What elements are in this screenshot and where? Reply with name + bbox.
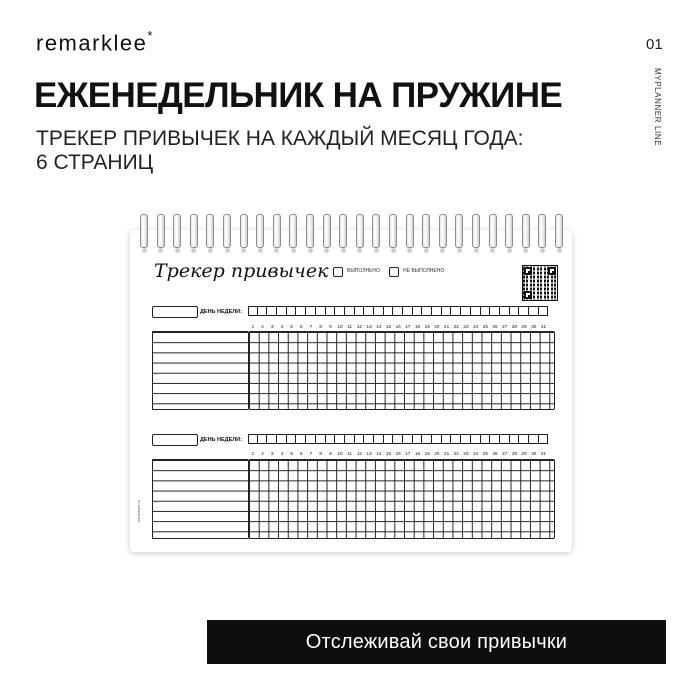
spiral-ring (173, 214, 181, 248)
day-number: 25 (482, 451, 488, 456)
weekday-cell[interactable] (374, 306, 384, 316)
weekday-cell[interactable] (451, 434, 461, 444)
weekday-cell[interactable] (519, 434, 529, 444)
day-number: 6 (300, 324, 303, 329)
day-number: 12 (356, 324, 362, 329)
day-number: 28 (511, 451, 517, 456)
weekday-cell[interactable] (355, 306, 365, 316)
qr-code-icon (522, 265, 558, 301)
day-number: 15 (385, 451, 392, 456)
spiral-ring (422, 214, 430, 248)
binding-hole (374, 248, 379, 253)
day-number: 7 (309, 324, 313, 329)
weekday-cell[interactable] (345, 434, 355, 444)
spiral-ring (555, 214, 563, 248)
spiral-ring (256, 214, 264, 248)
binding-hole (391, 248, 396, 253)
weekday-cell[interactable] (539, 306, 549, 316)
spiral-ring (140, 214, 148, 248)
legend-not-done-label: НЕ ВЫПОЛНЕНО (403, 268, 445, 274)
binding-hole (474, 248, 479, 253)
binding-hole (191, 248, 196, 253)
binding-hole (424, 248, 429, 253)
weekday-cell[interactable] (393, 434, 403, 444)
spiral-ring (472, 214, 480, 248)
day-number: 6 (300, 451, 303, 456)
day-number: 29 (521, 324, 527, 329)
weekday-cell[interactable] (296, 434, 306, 444)
vertical-note: remarklee.ru (136, 500, 141, 523)
day-number: 23 (463, 324, 469, 329)
weekday-cell[interactable] (422, 306, 432, 316)
day-number: 10 (337, 324, 343, 329)
weekday-cell[interactable] (248, 434, 258, 444)
weekday-cell[interactable] (296, 306, 306, 316)
weekday-cell[interactable] (510, 434, 520, 444)
weekday-cell[interactable] (471, 434, 481, 444)
day-number: 8 (319, 324, 322, 329)
weekday-cell[interactable] (413, 434, 423, 444)
weekday-label-1: ДЕНЬ НЕДЕЛИ: (200, 309, 242, 315)
legend-done-label: ВЫПОЛНЕНО (347, 268, 380, 274)
day-number: 15 (385, 324, 392, 329)
binding-hole (274, 248, 279, 253)
weekday-cell[interactable] (481, 306, 491, 316)
day-number: 17 (405, 324, 411, 329)
subline-line-1: ТРЕКЕР ПРИВЫЧЕК НА КАЖДЫЙ МЕСЯЦ ГОДА: (36, 127, 524, 150)
day-number: 9 (329, 324, 332, 329)
spiral-ring (406, 214, 414, 248)
day-number: 31 (540, 451, 547, 456)
weekday-cell[interactable] (471, 306, 481, 316)
weekday-cell[interactable] (326, 306, 336, 316)
day-number: 1 (251, 451, 255, 456)
weekday-cell[interactable] (364, 306, 374, 316)
weekday-cell[interactable] (490, 434, 500, 444)
day-number: 12 (356, 451, 362, 456)
spiral-ring (489, 214, 497, 248)
binding-hole (175, 248, 180, 253)
spiral-ring (223, 214, 231, 248)
binding-hole (557, 248, 562, 253)
day-number: 2 (261, 324, 264, 329)
spiral-binding (130, 214, 572, 254)
day-numbers-1 (248, 324, 548, 329)
binding-hole (258, 248, 263, 253)
day-number: 14 (376, 451, 382, 456)
weekday-cell[interactable] (519, 306, 529, 316)
month-field-2[interactable] (152, 434, 198, 446)
spiral-ring (356, 214, 364, 248)
weekday-cell[interactable] (316, 306, 326, 316)
weekday-cell[interactable] (413, 306, 423, 316)
day-number: 22 (453, 324, 459, 329)
brand-logo: remarklee* (36, 28, 154, 56)
day-number: 13 (366, 451, 372, 456)
weekday-cell[interactable] (461, 434, 471, 444)
day-number: 19 (424, 324, 430, 329)
day-number: 21 (444, 451, 450, 456)
binding-hole (407, 248, 412, 253)
binding-hole (142, 248, 147, 253)
day-number: 24 (473, 324, 479, 329)
weekday-cell[interactable] (355, 434, 365, 444)
day-number: 5 (290, 451, 293, 456)
spiral-ring (323, 214, 331, 248)
spiral-ring (289, 214, 297, 248)
day-number: 27 (502, 451, 508, 456)
day-number: 8 (319, 451, 322, 456)
spiral-ring (505, 214, 513, 248)
day-number: 20 (434, 451, 440, 456)
day-number: 9 (329, 451, 332, 456)
weekday-cell[interactable] (490, 306, 500, 316)
weekday-cell[interactable] (248, 306, 258, 316)
day-number: 29 (521, 451, 527, 456)
day-number: 14 (376, 324, 382, 329)
spiral-ring (339, 214, 347, 248)
weekday-cell[interactable] (403, 434, 413, 444)
weekday-cell[interactable] (374, 434, 384, 444)
weekday-cell[interactable] (432, 434, 442, 444)
day-number: 5 (290, 324, 293, 329)
weekday-cell[interactable] (510, 306, 520, 316)
day-number: 10 (337, 451, 343, 456)
month-field-1[interactable] (152, 306, 198, 318)
day-number: 28 (511, 324, 517, 329)
day-number: 30 (531, 324, 537, 329)
day-number: 19 (424, 451, 430, 456)
weekday-cell[interactable] (287, 434, 297, 444)
weekday-cell[interactable] (345, 306, 355, 316)
habit-names-2[interactable] (152, 459, 248, 539)
day-number: 18 (414, 451, 421, 456)
spiral-ring (206, 214, 214, 248)
day-number: 4 (280, 324, 284, 329)
day-number: 30 (531, 451, 537, 456)
weekday-cell[interactable] (258, 434, 268, 444)
weekday-cell[interactable] (403, 306, 413, 316)
habit-names-1[interactable] (152, 331, 248, 410)
day-number: 26 (492, 451, 498, 456)
weekday-cell[interactable] (316, 434, 326, 444)
spiral-ring (522, 214, 530, 248)
weekday-cell[interactable] (451, 306, 461, 316)
day-number: 16 (395, 451, 401, 456)
weekday-cell[interactable] (500, 434, 510, 444)
day-number: 3 (270, 451, 274, 456)
day-number: 2 (261, 451, 264, 456)
binding-hole (357, 248, 362, 253)
weekday-cell[interactable] (277, 306, 287, 316)
spiral-ring (157, 214, 165, 248)
weekday-cell[interactable] (481, 434, 491, 444)
day-number: 31 (540, 324, 547, 329)
spiral-ring (389, 214, 397, 248)
weekday-cell[interactable] (422, 434, 432, 444)
weekday-cell[interactable] (306, 306, 316, 316)
day-number: 7 (309, 451, 313, 456)
day-number: 11 (347, 451, 353, 456)
subline-line-2: 6 СТРАНИЦ (36, 151, 154, 174)
habit-grid-2[interactable] (248, 459, 555, 539)
weekday-cells-2 (248, 434, 548, 444)
day-number: 25 (482, 324, 488, 329)
binding-hole (158, 248, 163, 253)
weekday-cell[interactable] (384, 306, 394, 316)
weekday-cell[interactable] (529, 434, 539, 444)
binding-hole (324, 248, 329, 253)
spiral-ring (439, 214, 447, 248)
day-number: 13 (366, 324, 372, 329)
binding-hole (241, 248, 246, 253)
weekday-cell[interactable] (306, 434, 316, 444)
binding-hole (490, 248, 495, 253)
tracker-title: Трекер привычек (154, 260, 329, 282)
day-number: 4 (280, 451, 284, 456)
spiral-ring (240, 214, 248, 248)
day-number: 22 (453, 451, 459, 456)
weekday-cell[interactable] (529, 306, 539, 316)
binding-hole (457, 248, 462, 253)
weekday-label-2: ДЕНЬ НЕДЕЛИ: (200, 437, 242, 443)
day-number: 1 (251, 324, 255, 329)
day-number: 17 (405, 451, 411, 456)
weekday-cells-1 (248, 306, 548, 316)
weekday-cell[interactable] (267, 306, 277, 316)
day-number: 26 (492, 324, 498, 329)
binding-hole (507, 248, 512, 253)
day-number: 21 (444, 324, 450, 329)
page-number: 01 (646, 36, 663, 53)
spiral-ring (273, 214, 281, 248)
day-number: 27 (502, 324, 508, 329)
weekday-cell[interactable] (277, 434, 287, 444)
binding-hole (341, 248, 346, 253)
spiral-ring (538, 214, 546, 248)
weekday-cell[interactable] (267, 434, 277, 444)
weekday-cell[interactable] (432, 306, 442, 316)
day-number: 18 (414, 324, 421, 329)
weekday-cell[interactable] (326, 434, 336, 444)
binding-hole (225, 248, 230, 253)
binding-hole (440, 248, 445, 253)
weekday-cell[interactable] (393, 306, 403, 316)
weekday-cell[interactable] (364, 434, 374, 444)
binding-hole (540, 248, 545, 253)
day-number: 23 (463, 451, 469, 456)
spiral-ring (306, 214, 314, 248)
day-number: 24 (473, 451, 479, 456)
side-label: MYPLANNER LINE (653, 68, 662, 147)
weekday-cell[interactable] (442, 306, 452, 316)
headline: ЕЖЕНЕДЕЛЬНИК НА ПРУЖИНЕ (34, 76, 563, 115)
day-number: 3 (270, 324, 274, 329)
weekday-cell[interactable] (500, 306, 510, 316)
weekday-cell[interactable] (461, 306, 471, 316)
weekday-cell[interactable] (335, 306, 345, 316)
weekday-cell[interactable] (258, 306, 268, 316)
day-numbers-2 (248, 451, 548, 456)
binding-hole (308, 248, 313, 253)
weekday-cell[interactable] (539, 434, 549, 444)
day-number: 11 (347, 324, 353, 329)
weekday-cell[interactable] (287, 306, 297, 316)
legend-not-done-checkbox-icon (389, 267, 399, 277)
binding-hole (208, 248, 213, 253)
day-number: 16 (395, 324, 401, 329)
binding-hole (523, 248, 528, 253)
binding-hole (291, 248, 296, 253)
cta-button[interactable]: Отслеживай свои привычки (207, 620, 666, 664)
habit-grid-1[interactable] (248, 331, 555, 410)
legend-done-checkbox-icon (333, 267, 343, 277)
spiral-ring (455, 214, 463, 248)
spiral-ring (372, 214, 380, 248)
spiral-ring (190, 214, 198, 248)
day-number: 20 (434, 324, 440, 329)
weekday-cell[interactable] (442, 434, 452, 444)
weekday-cell[interactable] (335, 434, 345, 444)
weekday-cell[interactable] (384, 434, 394, 444)
